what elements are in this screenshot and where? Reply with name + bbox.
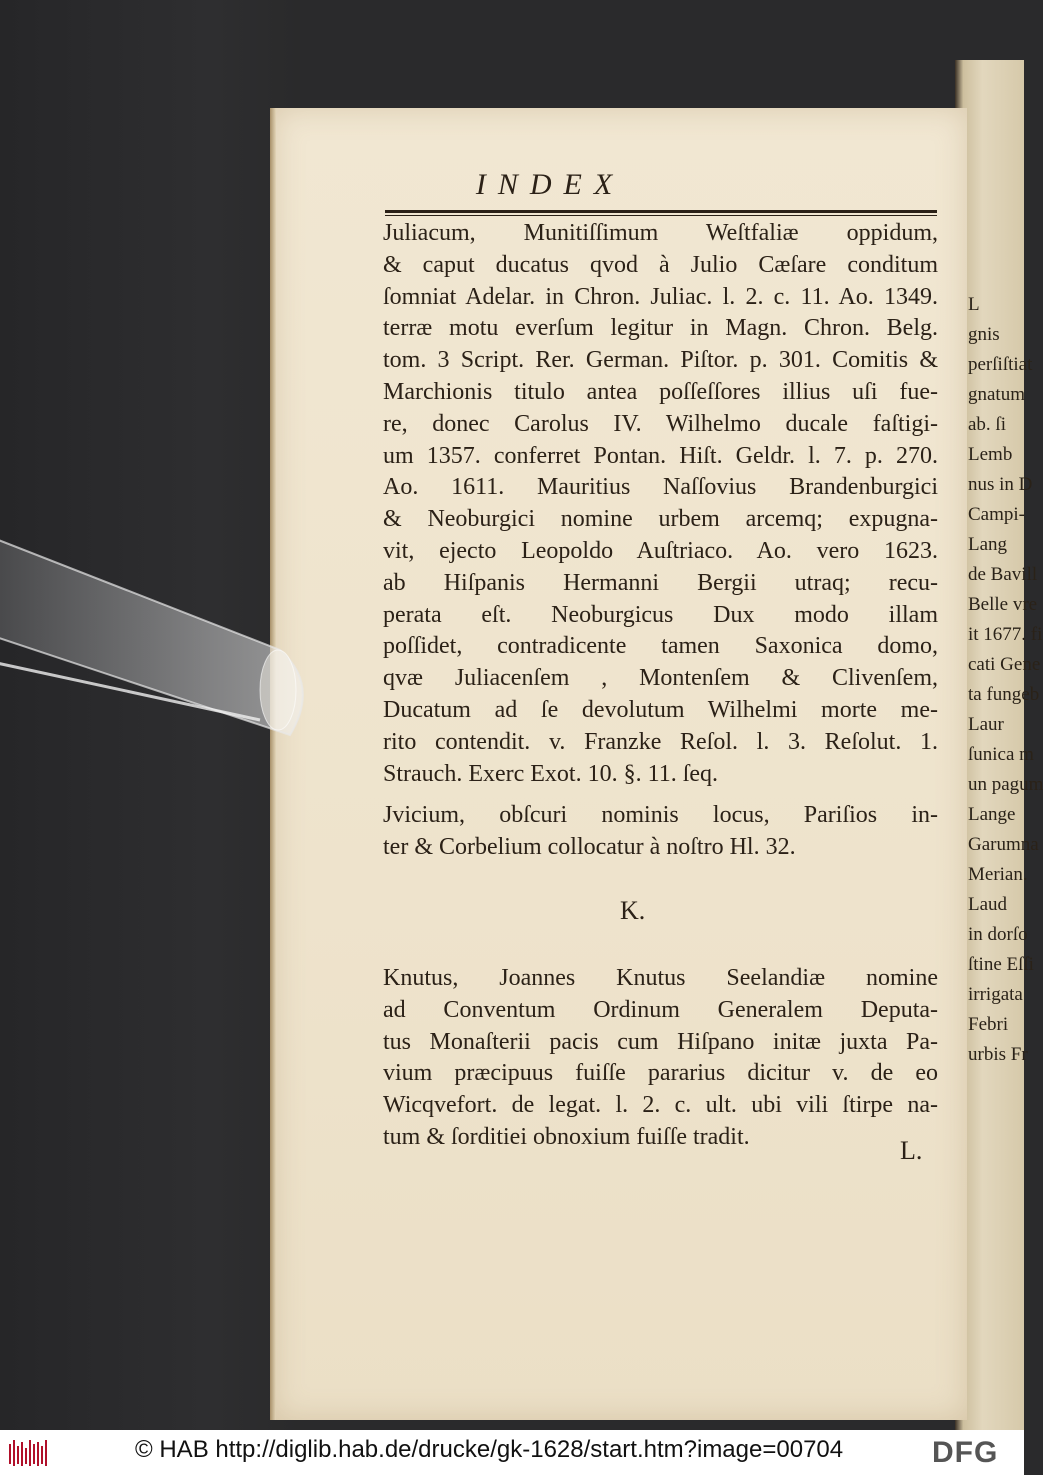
text-line: um 1357. conferret Pontan. Hiſt. Geldr. l. 7. p. 270. xyxy=(383,442,938,469)
adjacent-text-line: Laud xyxy=(968,894,1008,915)
text-line: vit, ejecto Leopoldo Auſtriaco. Ao. vero 1623. xyxy=(383,537,938,564)
text-line: terræ motu everſum legitur in Magn. Chron. Belg. xyxy=(383,315,938,342)
adjacent-text-line: Merian. xyxy=(968,864,1028,885)
page-edge xyxy=(270,108,276,1420)
adjacent-text-line: Lange xyxy=(968,804,1016,825)
text-line: Strauch. Exerc Exot. 10. §. 11. ſeq. xyxy=(383,760,719,787)
text-line: tum & ſorditiei obnoxium fuiſſe tradit. xyxy=(383,1123,750,1150)
adjacent-text-line: Lemb xyxy=(968,444,1013,465)
text-line: tom. 3 Script. Rer. German. Piſtor. p. 301. Comitis & xyxy=(383,347,938,374)
text-line: rito contendit. v. Franzke Reſol. l. 3. Reſolut. 1. xyxy=(383,728,938,755)
adjacent-text-line: in dorſo xyxy=(968,924,1028,945)
dfg-logo: DFG xyxy=(932,1436,999,1469)
page-header: INDEX xyxy=(475,168,625,201)
text-line: vium præcipuus fuiſſe pararius dicitur v. de eo xyxy=(383,1060,938,1087)
adjacent-text-line: de Bavill xyxy=(968,564,1038,585)
text-line: & Neoburgici nomine urbem arcemq; expugna- xyxy=(383,506,938,533)
text-line: & caput ducatus qvod à Julio Cæſare conditum xyxy=(383,251,938,278)
text-line: ad Conventum Ordinum Generalem Deputa- xyxy=(383,996,938,1023)
text-line: Ducatum ad ſe devolutum Wilhelmi morte me- xyxy=(383,696,938,723)
footer-bar xyxy=(0,1430,1024,1475)
text-line: re, donec Carolus IV. Wilhelmo ducale faſtigi- xyxy=(383,410,938,437)
adjacent-text-line: Campi- xyxy=(968,504,1025,525)
adjacent-text-line: Belle vre xyxy=(968,594,1038,615)
adjacent-text-line: ſtine Eſſi xyxy=(968,954,1034,975)
adjacent-text-line: gnatum xyxy=(968,384,1025,405)
text-line: Marchionis titulo antea poſſeſſores illius uſi fue- xyxy=(383,378,938,405)
footer-credit-link[interactable]: © HAB http://diglib.hab.de/drucke/gk-1628/start.htm?image=00704 xyxy=(135,1436,844,1463)
entry-knutus xyxy=(383,963,938,1154)
text-line: Knutus, Joannes Knutus Seelandiæ nomine xyxy=(383,965,938,991)
header-rule-thin xyxy=(385,215,937,216)
adjacent-text-line: Laur xyxy=(968,714,1004,735)
adjacent-text-line: Lang xyxy=(968,534,1008,555)
text-line: Jvicium, obſcuri nominis locus, Pariſios in- xyxy=(383,802,938,828)
hab-logo-icon xyxy=(8,1438,48,1468)
entry-jvicium xyxy=(383,800,938,864)
adjacent-text-line: urbis Fr xyxy=(968,1044,1028,1065)
adjacent-text-line: perſiſtiat xyxy=(968,354,1033,375)
adjacent-text-line: irrigata xyxy=(968,984,1023,1005)
text-line: Ao. 1611. Mauritius Naſſovius Brandenburgici xyxy=(383,474,938,501)
text-line: ſomniat Adelar. in Chron. Juliac. l. 2. c. 11. Ao. 1349. xyxy=(383,283,938,310)
adjacent-text-line: un pagum xyxy=(968,774,1043,795)
adjacent-text-line: nus in D xyxy=(968,474,1033,495)
adjacent-text-line: cati Gene xyxy=(968,654,1041,675)
text-line: Wicqvefort. de legat. l. 2. c. ult. ubi vili ſtirpe na- xyxy=(383,1092,938,1119)
text-line: ter & Corbelium collocatur à noſtro Hl. 32. xyxy=(383,833,796,860)
glass-pointer xyxy=(0,505,320,745)
entry-juliacum xyxy=(383,218,938,790)
text-line: Juliacum, Munitiſſimum Weſtfaliæ oppidum, xyxy=(383,220,938,246)
adjacent-text-line: Febri xyxy=(968,1014,1009,1035)
text-line: ab Hiſpanis Hermanni Bergii utraq; recu- xyxy=(383,569,938,596)
adjacent-text-line: ſunica m xyxy=(968,744,1034,765)
adjacent-text-line: ab. ſi xyxy=(968,414,1006,435)
adjacent-page-text xyxy=(968,290,1043,1070)
text-line: qvæ Juliacenſem , Montenſem & Clivenſem, xyxy=(383,665,938,692)
catchword: L. xyxy=(900,1136,923,1165)
adjacent-text-line: ta fungeb xyxy=(968,684,1040,705)
adjacent-text-line: gnis xyxy=(968,324,1000,345)
adjacent-text-line: L xyxy=(968,294,980,315)
header-rule xyxy=(385,210,937,213)
text-line: tus Monaſterii pacis cum Hiſpano initæ juxta Pa- xyxy=(383,1028,938,1055)
adjacent-text-line: Garumna xyxy=(968,834,1039,855)
text-line: perata eſt. Neoburgicus Dux modo illam xyxy=(383,601,938,628)
text-line: poſſidet, contradicente tamen Saxonica domo, xyxy=(383,633,938,660)
adjacent-text-line: it 1677. fi xyxy=(968,624,1043,645)
section-letter: K. xyxy=(620,896,646,925)
